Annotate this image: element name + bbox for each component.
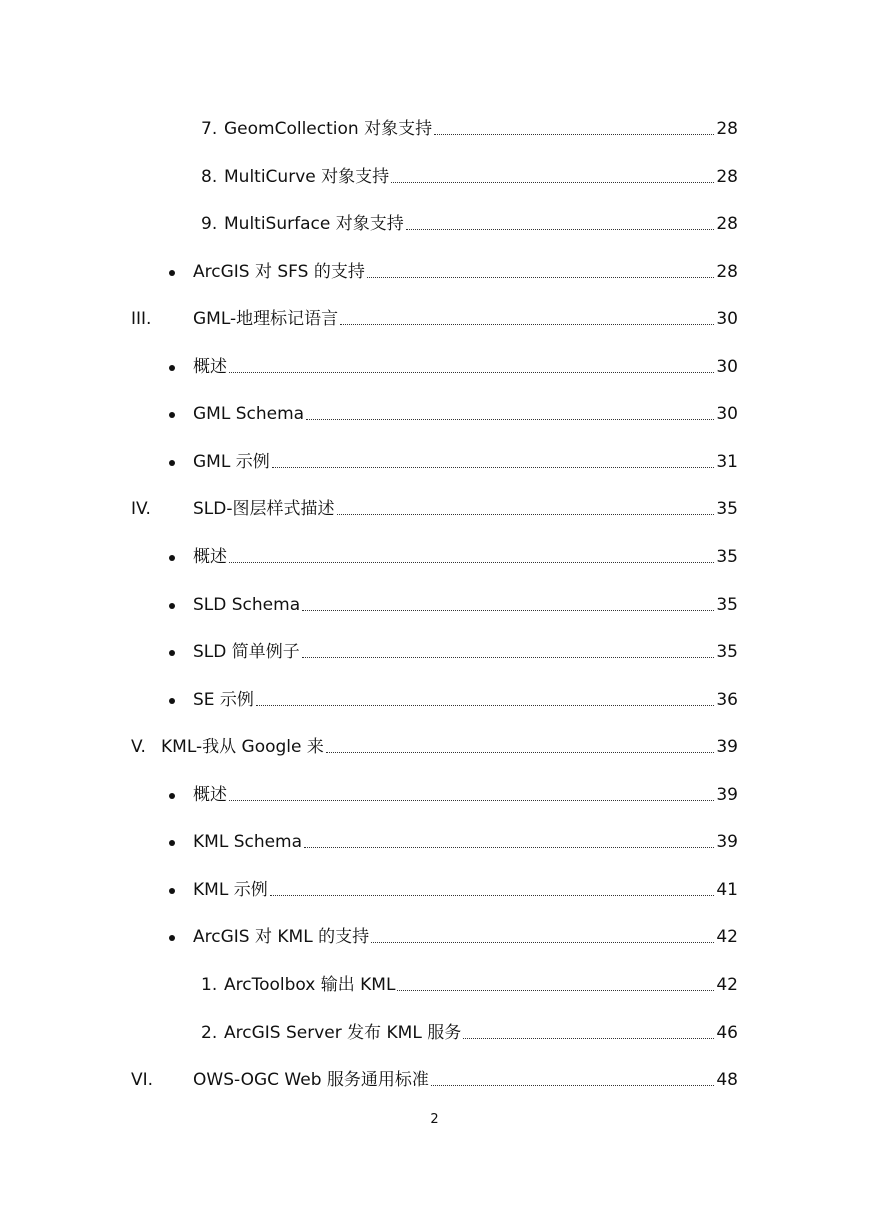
toc-page-number: 35 xyxy=(716,642,738,662)
dot-leader xyxy=(229,371,714,373)
dot-leader xyxy=(270,894,715,896)
toc-page-number: 31 xyxy=(716,452,738,472)
toc-entry-ows-section[interactable] xyxy=(131,1068,738,1092)
toc-entry-arctoolbox-kml[interactable] xyxy=(201,973,738,997)
toc-page-number: 28 xyxy=(716,119,738,139)
toc-page-number: 36 xyxy=(716,690,738,710)
toc-entry-gml-example[interactable] xyxy=(193,450,738,474)
dot-leader xyxy=(397,989,714,991)
toc-page-number: 28 xyxy=(716,167,738,187)
toc-page-number: 39 xyxy=(716,832,738,852)
bullet-icon xyxy=(169,650,175,656)
toc-title: SE 示例 xyxy=(193,690,254,710)
toc-entry-arcgis-sfs[interactable] xyxy=(193,260,738,284)
toc-page-number: 28 xyxy=(716,262,738,282)
toc-number: 9. xyxy=(201,214,218,234)
dot-leader xyxy=(256,704,714,706)
dot-leader xyxy=(463,1037,714,1039)
dot-leader xyxy=(229,561,714,563)
bullet-icon xyxy=(169,365,175,371)
toc-page-number: 42 xyxy=(716,975,738,995)
toc-title: GML Schema xyxy=(193,404,305,424)
toc-title: SLD-图层样式描述 xyxy=(193,499,335,519)
toc-title: ArcGIS 对 KML 的支持 xyxy=(193,927,370,947)
toc-number: 1. xyxy=(201,975,218,995)
toc-entry-arcgis-server-kml[interactable] xyxy=(201,1021,738,1045)
toc-title: 概述 xyxy=(193,547,227,567)
dot-leader xyxy=(272,466,715,468)
toc-page-number: 48 xyxy=(716,1070,738,1090)
bullet-icon xyxy=(169,698,175,704)
toc-page-number: 30 xyxy=(716,309,738,329)
toc-title: ArcToolbox 输出 KML xyxy=(224,975,396,995)
toc-title: GeomCollection 对象支持 xyxy=(224,119,433,139)
toc-title: 概述 xyxy=(193,785,227,805)
dot-leader xyxy=(367,276,715,278)
toc-roman-numeral: V. xyxy=(131,737,146,757)
dot-leader xyxy=(431,1084,714,1086)
dot-leader xyxy=(304,846,714,848)
bullet-icon xyxy=(169,793,175,799)
toc-entry-geomcollection[interactable] xyxy=(201,117,738,141)
toc-title: ArcGIS 对 SFS 的支持 xyxy=(193,262,365,282)
bullet-icon xyxy=(169,935,175,941)
toc-entry-sld-simple-example[interactable] xyxy=(193,640,738,664)
toc-title: KML 示例 xyxy=(193,880,268,900)
toc-entry-arcgis-kml[interactable] xyxy=(193,925,738,949)
bullet-icon xyxy=(169,888,175,894)
toc-roman-numeral: III. xyxy=(131,309,152,329)
toc-number: 2. xyxy=(201,1023,218,1043)
toc-page-number: 35 xyxy=(716,499,738,519)
toc-roman-numeral: IV. xyxy=(131,499,151,519)
dot-leader xyxy=(434,133,714,135)
toc-entry-multisurface[interactable] xyxy=(201,212,738,236)
bullet-icon xyxy=(169,270,175,276)
toc-entry-kml-section[interactable] xyxy=(131,735,738,759)
toc-page-number: 42 xyxy=(716,927,738,947)
toc-entry-kml-example[interactable] xyxy=(193,878,738,902)
toc-title: KML-我从 Google 来 xyxy=(161,737,324,757)
bullet-icon xyxy=(169,555,175,561)
dot-leader xyxy=(302,609,714,611)
toc-page-number: 30 xyxy=(716,357,738,377)
toc-entry-sld-overview[interactable] xyxy=(193,545,738,569)
toc-title: MultiCurve 对象支持 xyxy=(224,167,390,187)
toc-title: GML-地理标记语言 xyxy=(193,309,339,329)
toc-page-number: 35 xyxy=(716,547,738,567)
toc-title: SLD 简单例子 xyxy=(193,642,300,662)
bullet-icon xyxy=(169,840,175,846)
dot-leader xyxy=(229,799,714,801)
dot-leader xyxy=(326,751,714,753)
toc-page-number: 28 xyxy=(716,214,738,234)
toc-title: ArcGIS Server 发布 KML 服务 xyxy=(224,1023,462,1043)
toc-number: 8. xyxy=(201,167,218,187)
toc-page-number: 39 xyxy=(716,737,738,757)
toc-page-number: 35 xyxy=(716,595,738,615)
toc-entry-gml-overview[interactable] xyxy=(193,355,738,379)
toc-title: KML Schema xyxy=(193,832,303,852)
dot-leader xyxy=(340,323,714,325)
bullet-icon xyxy=(169,460,175,466)
toc-page-number: 46 xyxy=(716,1023,738,1043)
toc-entry-kml-overview[interactable] xyxy=(193,783,738,807)
toc-title: MultiSurface 对象支持 xyxy=(224,214,404,234)
toc-page-number: 30 xyxy=(716,404,738,424)
bullet-icon xyxy=(169,603,175,609)
toc-entry-sld-schema[interactable] xyxy=(193,593,738,617)
toc-title: 概述 xyxy=(193,357,227,377)
toc-number: 7. xyxy=(201,119,218,139)
toc-title: GML 示例 xyxy=(193,452,270,472)
dot-leader xyxy=(337,513,715,515)
dot-leader xyxy=(371,941,714,943)
toc-entry-gml-schema[interactable] xyxy=(193,402,738,426)
toc-title: SLD Schema xyxy=(193,595,301,615)
dot-leader xyxy=(306,418,714,420)
dot-leader xyxy=(302,656,715,658)
toc-title: OWS-OGC Web 服务通用标准 xyxy=(193,1070,429,1090)
bullet-icon xyxy=(169,412,175,418)
toc-page-number: 39 xyxy=(716,785,738,805)
toc-entry-multicurve[interactable] xyxy=(201,165,738,189)
toc-entry-gml-section[interactable] xyxy=(131,307,738,331)
toc-entry-sld-section[interactable] xyxy=(131,497,738,521)
dot-leader xyxy=(391,181,714,183)
toc-entry-kml-schema[interactable] xyxy=(193,830,738,854)
dot-leader xyxy=(406,228,715,230)
toc-page-number: 41 xyxy=(716,880,738,900)
page-number-footer: 2 xyxy=(430,1112,439,1127)
toc-roman-numeral: VI. xyxy=(131,1070,154,1090)
toc-entry-se-example[interactable] xyxy=(193,688,738,712)
